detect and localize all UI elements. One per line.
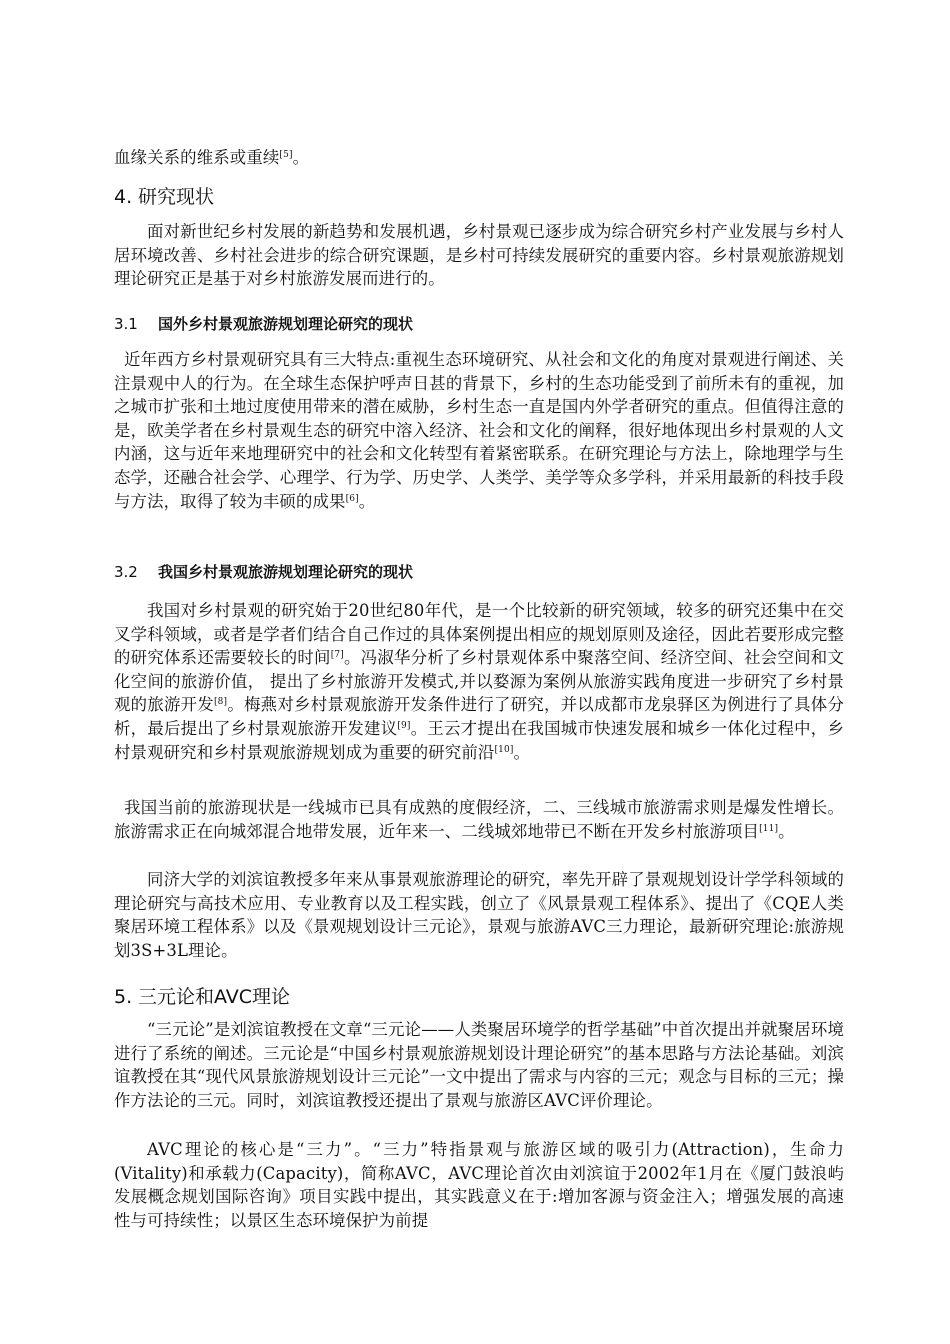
section-number: 5. bbox=[114, 986, 133, 1008]
paragraph-text: 我国对乡村景观的研究始于20世纪80年代，是一个比较新的研究领域，较多的研究还集中在交叉学科领域，或者是学者们结合自己作过的具体案例提出相应的规划原则及途径，因此若要形成完整的研究体系还需要较长的时间 bbox=[114, 601, 844, 668]
paragraph-end: 。 bbox=[358, 491, 376, 511]
section-3-2-paragraph-1 bbox=[114, 599, 844, 764]
paragraph-text: 。梅燕对乡村景观旅游开发条件进行了研究，并以成都市龙泉驿区为例进行了具体分析，最后提出了乡村景观旅游开发建议 bbox=[114, 695, 844, 738]
section-number: 3.1 bbox=[114, 315, 138, 333]
section-title: 研究现状 bbox=[138, 186, 215, 208]
paragraph-end: 。 bbox=[513, 742, 531, 762]
continuation-paragraph bbox=[114, 146, 844, 170]
citation-ref: [11] bbox=[759, 823, 779, 834]
section-3-2-heading bbox=[114, 561, 413, 583]
section-5-paragraph-1: “三元论”是刘滨谊教授在文章“三元论——人类聚居环境学的哲学基础”中首次提出并就聚居环境进行了系统的阐述。三元论是“中国乡村景观旅游规划设计理论研究”的基本思路与方法论基础。刘滨谊教授在其“现代风景旅游规划设计三元论”一文中提出了需求与内容的三元；观念与目标的三元；操作方法论的三元。同时，刘滨谊教授还提出了景观与旅游区AVC评价理论。 bbox=[114, 1020, 844, 1110]
section-title: 我国乡村景观旅游规划理论研究的现状 bbox=[158, 563, 414, 581]
section-3-1-heading bbox=[114, 313, 413, 335]
section-5-paragraph-2: AVC理论的核心是“三力”。“三力”特指景观与旅游区域的吸引力(Attraction)，生命力(Vitality)和承载力(Capacity)，简称AVC，AVC理论首次由刘滨谊于2002年1月在《厦门鼓浪屿发展概念规划国际咨询》项目实践中提出，其实践意义在于:增加客源与资金注入；增强发展的高速性与可持续性；以景区生态环境保护为前提 bbox=[114, 1140, 844, 1230]
section-3-2-paragraph-3: 同济大学的刘滨谊教授多年来从事景观旅游理论的研究，率先开辟了景观规划设计学学科领域的理论研究与高技术应用、专业教育以及工程实践，创立了《风景景观工程体系》、提出了《CQE人类聚居环境工程体系》以及《景观规划设计三元论》，景观与旅游AVC三力理论，最新研究理论:旅游规划3S+3L理论。 bbox=[114, 870, 844, 960]
section-4-heading bbox=[114, 184, 214, 210]
section-number: 3.2 bbox=[114, 563, 138, 581]
citation-ref: [10] bbox=[494, 744, 514, 755]
paragraph-text: 血缘关系的维系或重续 bbox=[114, 148, 280, 167]
paragraph-text: 。王云才提出在我国城市快速发展和城乡一体化过程中，乡村景观研究和乡村景观旅游规划成为重要的研究前沿 bbox=[114, 718, 844, 762]
paragraph-text: 。冯淑华分析了乡村景观体系中聚落空间、经济空间、社会空间和文化空间的旅游价值， 提出了乡村旅游开发模式,并以婺源为案例从旅游实践角度进一步研究了乡村景观的旅游开发 bbox=[114, 648, 845, 715]
section-4-paragraph: 面对新世纪乡村发展的新趋势和发展机遇，乡村景观已逐步成为综合研究乡村产业发展与乡村人居环境改善、乡村社会进步的综合研究课题，是乡村可持续发展研究的重要内容。乡村景观旅游规划理论研究正是基于对乡村旅游发展而进行的。 bbox=[114, 222, 844, 289]
section-title: 三元论和AVC理论 bbox=[138, 986, 291, 1008]
citation-ref: [5] bbox=[279, 150, 293, 160]
paragraph-text: 我国当前的旅游现状是一线城市已具有成熟的度假经济，二、三线城市旅游需求则是爆发性增长。旅游需求正在向城郊混合地带发展，近年来一、二线城郊地带已不断在开发乡村旅游项目 bbox=[114, 798, 844, 841]
citation-ref: [8] bbox=[214, 697, 228, 708]
paragraph-text: 近年西方乡村景观研究具有三大特点:重视生态环境研究、从社会和文化的角度对景观进行阐述、关注景观中人的行为。在全球生态保护呼声日甚的背景下，乡村的生态功能受到了前所未有的重视，加之城市扩张和土地过度使用带来的潜在威胁，乡村生态一直是国内外学者研究的重点。但值得注意的是，欧美学者在乡村景观生态的研究中溶入经济、社会和文化的阐释，很好地体现出乡村景观的人文内涵，这与近年来地理研究中的社会和文化转型有着紧密联系。在研究理论与方法上，除地理学与生态学，还融合社会学、心理学、行为学、历史学、人类学、美学等众多学科，并采用最新的科技手段与方法，取得了较为丰硕的成果 bbox=[114, 350, 844, 511]
section-number: 4. bbox=[114, 186, 133, 208]
section-title: 国外乡村景观旅游规划理论研究的现状 bbox=[158, 315, 414, 333]
section-5-heading bbox=[114, 984, 290, 1010]
paragraph-end: 。 bbox=[778, 821, 795, 841]
section-3-2-paragraph-2 bbox=[114, 796, 844, 843]
citation-ref: [9] bbox=[397, 720, 411, 731]
citation-ref: [6] bbox=[345, 493, 359, 504]
citation-ref: [7] bbox=[330, 650, 344, 661]
section-3-1-paragraph bbox=[114, 348, 844, 513]
paragraph-end: 。 bbox=[292, 148, 310, 167]
